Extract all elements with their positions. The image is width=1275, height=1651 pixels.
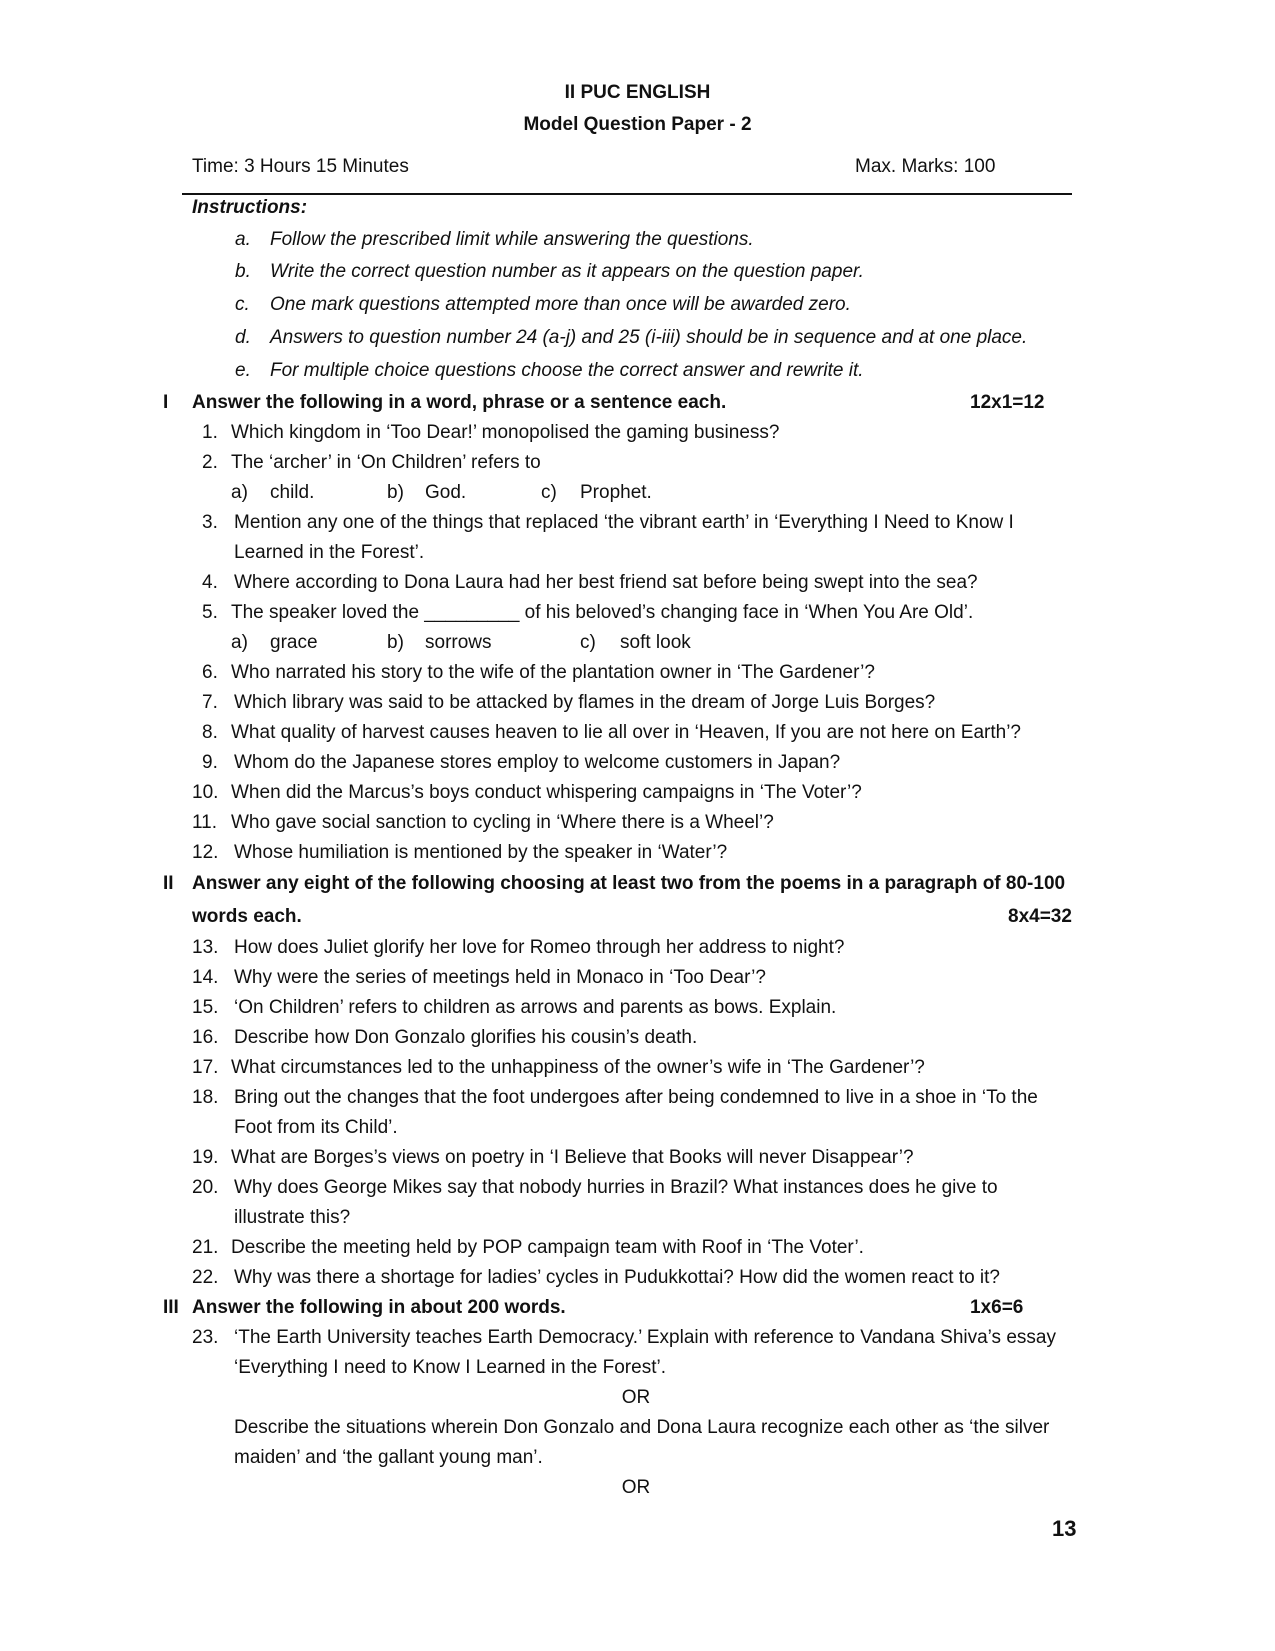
- section-heading-continued: words each.: [192, 906, 302, 927]
- or-separator: OR: [621, 1387, 651, 1408]
- question-text: The ‘archer’ in ‘On Children’ refers to: [231, 452, 541, 473]
- question-number: 7.: [202, 692, 218, 713]
- question-number: 10.: [192, 782, 219, 803]
- question-text: What circumstances led to the unhappiness of the owner’s wife in ‘The Gardener’?: [231, 1057, 925, 1078]
- option-label: c): [580, 632, 596, 653]
- option-label: a): [231, 632, 248, 653]
- instruction-text: Write the correct question number as it appears on the question paper.: [270, 261, 864, 282]
- section-numeral: II: [163, 873, 174, 894]
- question-number: 15.: [192, 997, 219, 1018]
- question-text-continued: ‘Everything I need to Know I Learned in the Forest’.: [234, 1357, 666, 1378]
- section-heading: Answer the following in about 200 words.: [192, 1297, 566, 1318]
- alternative-question-text: Describe the situations wherein Don Gonzalo and Dona Laura recognize each other as ‘the silver: [234, 1417, 1050, 1438]
- question-number: 19.: [192, 1147, 219, 1168]
- question-text: Who gave social sanction to cycling in ‘Where there is a Wheel’?: [231, 812, 774, 833]
- question-text: Bring out the changes that the foot undergoes after being condemned to live in a shoe in ‘To the: [234, 1087, 1038, 1108]
- question-text: Who narrated his story to the wife of the plantation owner in ‘The Gardener’?: [231, 662, 875, 683]
- section-heading: Answer the following in a word, phrase or a sentence each.: [192, 392, 727, 413]
- question-number: 8.: [202, 722, 218, 743]
- question-text: Why were the series of meetings held in Monaco in ‘Too Dear’?: [234, 967, 766, 988]
- header-divider: [182, 193, 1072, 195]
- question-number: 22.: [192, 1267, 219, 1288]
- question-text: Which library was said to be attacked by flames in the dream of Jorge Luis Borges?: [234, 692, 936, 713]
- instruction-letter: b.: [235, 261, 251, 282]
- question-text: ‘On Children’ refers to children as arrows and parents as bows. Explain.: [234, 997, 837, 1018]
- question-number: 2.: [202, 452, 218, 473]
- instruction-letter: e.: [235, 360, 251, 381]
- question-text-continued: illustrate this?: [234, 1207, 351, 1228]
- question-text: Why was there a shortage for ladies’ cycles in Pudukkottai? How did the women react to it?: [234, 1267, 1001, 1288]
- option-label: b): [387, 482, 404, 503]
- question-number: 13.: [192, 937, 219, 958]
- question-text: Why does George Mikes say that nobody hurries in Brazil? What instances does he give to: [234, 1177, 998, 1198]
- option-text: child.: [270, 482, 315, 503]
- instruction-text: One mark questions attempted more than once will be awarded zero.: [270, 294, 851, 315]
- instruction-letter: a.: [235, 229, 251, 250]
- question-text: Describe the meeting held by POP campaign team with Roof in ‘The Voter’.: [231, 1237, 864, 1258]
- question-number: 9.: [202, 752, 218, 773]
- question-text: Mention any one of the things that replaced ‘the vibrant earth’ in ‘Everything I Need to Know I: [234, 512, 1014, 533]
- section-numeral: III: [163, 1297, 179, 1318]
- question-text: Describe how Don Gonzalo glorifies his cousin’s death.: [234, 1027, 698, 1048]
- section-heading: Answer any eight of the following choosing at least two from the poems in a paragraph of 80-100: [192, 873, 1066, 894]
- question-text: When did the Marcus’s boys conduct whispering campaigns in ‘The Voter’?: [231, 782, 862, 803]
- option-text: Prophet.: [580, 482, 652, 503]
- question-number: 1.: [202, 422, 218, 443]
- question-number: 4.: [202, 572, 218, 593]
- question-number: 3.: [202, 512, 218, 533]
- instruction-letter: c.: [235, 294, 250, 315]
- question-text-continued: Foot from its Child’.: [234, 1117, 398, 1138]
- paper-title: II PUC ENGLISH: [564, 82, 711, 103]
- time-label: Time: 3 Hours 15 Minutes: [192, 156, 409, 177]
- instructions-heading: Instructions:: [192, 197, 308, 218]
- section-marks: 12x1=12: [970, 392, 1045, 413]
- question-number: 14.: [192, 967, 219, 988]
- question-text: Whom do the Japanese stores employ to welcome customers in Japan?: [234, 752, 841, 773]
- question-text: ‘The Earth University teaches Earth Democracy.’ Explain with reference to Vandana Shiva’s essay: [234, 1327, 1056, 1348]
- question-number: 17.: [192, 1057, 219, 1078]
- question-number: 11.: [192, 812, 218, 833]
- question-text: Whose humiliation is mentioned by the speaker in ‘Water’?: [234, 842, 728, 863]
- question-number: 16.: [192, 1027, 219, 1048]
- question-text: The speaker loved the _________ of his beloved’s changing face in ‘When You Are Old’.: [231, 602, 974, 623]
- section-marks: 1x6=6: [970, 1297, 1024, 1318]
- or-separator: OR: [621, 1477, 651, 1498]
- question-text: How does Juliet glorify her love for Romeo through her address to night?: [234, 937, 845, 958]
- instruction-text: Follow the prescribed limit while answering the questions.: [270, 229, 754, 250]
- question-number: 20.: [192, 1177, 219, 1198]
- option-text: grace: [270, 632, 318, 653]
- instruction-letter: d.: [235, 327, 251, 348]
- question-text: Which kingdom in ‘Too Dear!’ monopolised the gaming business?: [231, 422, 780, 443]
- question-number: 6.: [202, 662, 218, 683]
- question-number: 12.: [192, 842, 219, 863]
- option-label: a): [231, 482, 248, 503]
- option-label: c): [541, 482, 557, 503]
- section-numeral: I: [163, 392, 169, 413]
- question-number: 21.: [192, 1237, 219, 1258]
- option-label: b): [387, 632, 404, 653]
- page-number: 13: [1052, 1516, 1077, 1541]
- option-text: God.: [425, 482, 467, 503]
- question-text: Where according to Dona Laura had her best friend sat before being swept into the sea?: [234, 572, 978, 593]
- max-marks-label: Max. Marks: 100: [855, 156, 996, 177]
- option-text: soft look: [620, 632, 691, 653]
- instruction-text: For multiple choice questions choose the correct answer and rewrite it.: [270, 360, 864, 381]
- question-number: 18.: [192, 1087, 219, 1108]
- option-text: sorrows: [425, 632, 492, 653]
- section-marks: 8x4=32: [1008, 906, 1072, 927]
- question-text-continued: Learned in the Forest’.: [234, 542, 425, 563]
- alternative-question-text-continued: maiden’ and ‘the gallant young man’.: [234, 1447, 543, 1468]
- question-number: 5.: [202, 602, 218, 623]
- question-text: What quality of harvest causes heaven to lie all over in ‘Heaven, If you are not here on Earth’?: [231, 722, 1022, 743]
- paper-subtitle: Model Question Paper - 2: [523, 114, 752, 135]
- question-text: What are Borges’s views on poetry in ‘I Believe that Books will never Disappear’?: [231, 1147, 914, 1168]
- question-number: 23.: [192, 1327, 219, 1348]
- instruction-text: Answers to question number 24 (a-j) and 25 (i-iii) should be in sequence and at one place.: [270, 327, 1028, 348]
